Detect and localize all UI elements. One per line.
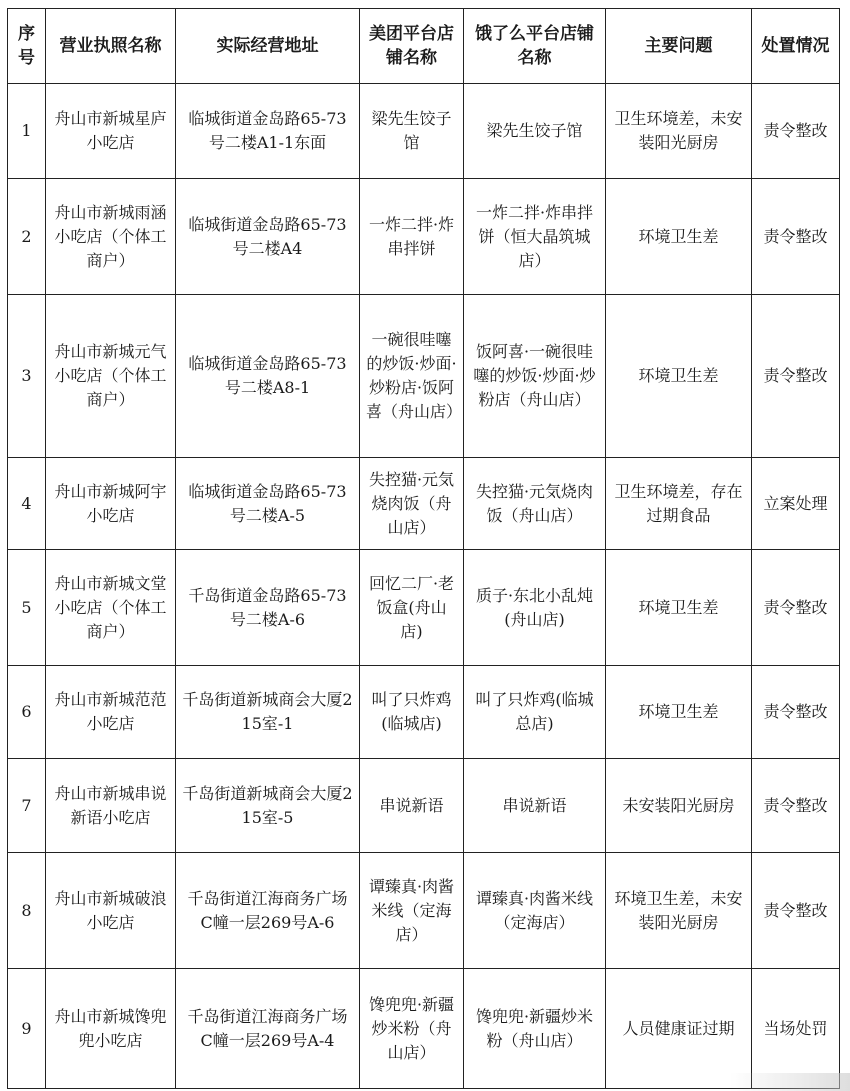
header-row	[8, 9, 840, 84]
cell-meituan-name: 一炸二拌·炸串拌饼	[360, 179, 464, 295]
cell-license-name: 舟山市新城阿宇小吃店	[46, 458, 176, 550]
cell-address: 千岛街道江海商务广场C幢一层269号A-4	[176, 969, 360, 1089]
cell-action: 责令整改	[752, 550, 840, 666]
cell-eleme-name: 串说新语	[464, 759, 606, 853]
cell-eleme-name: 叫了只炸鸡(临城总店)	[464, 666, 606, 759]
cell-no: 1	[8, 84, 46, 179]
cell-meituan-name: 谭臻真·肉酱米线（定海店）	[360, 853, 464, 969]
table-row	[8, 550, 840, 666]
cell-license-name: 舟山市新城雨涵小吃店（个体工商户）	[46, 179, 176, 295]
cell-no: 6	[8, 666, 46, 759]
header-action: 处置情况	[752, 9, 840, 84]
inspection-table	[7, 8, 840, 1089]
cell-meituan-name: 串说新语	[360, 759, 464, 853]
cell-license-name: 舟山市新城串说新语小吃店	[46, 759, 176, 853]
table-row	[8, 853, 840, 969]
cell-address: 临城街道金岛路65-73号二楼A1-1东面	[176, 84, 360, 179]
cell-license-name: 舟山市新城破浪小吃店	[46, 853, 176, 969]
cell-eleme-name: 梁先生饺子馆	[464, 84, 606, 179]
cell-address: 千岛街道江海商务广场C幢一层269号A-6	[176, 853, 360, 969]
cell-issue: 环境卫生差，未安装阳光厨房	[606, 853, 752, 969]
cell-issue: 卫生环境差，存在过期食品	[606, 458, 752, 550]
table-row	[8, 759, 840, 853]
cell-no: 7	[8, 759, 46, 853]
cell-no: 4	[8, 458, 46, 550]
header-address: 实际经营地址	[176, 9, 360, 84]
table-row	[8, 84, 840, 179]
cell-no: 3	[8, 295, 46, 458]
cell-action: 立案处理	[752, 458, 840, 550]
table-row	[8, 179, 840, 295]
cell-no: 9	[8, 969, 46, 1089]
header-eleme-name: 饿了么平台店铺名称	[464, 9, 606, 84]
cell-action: 当场处罚	[752, 969, 840, 1089]
table-row	[8, 295, 840, 458]
table-row	[8, 969, 840, 1089]
cell-address: 千岛街道金岛路65-73号二楼A-6	[176, 550, 360, 666]
cell-meituan-name: 馋兜兜·新疆炒米粉（舟山店）	[360, 969, 464, 1089]
cell-meituan-name: 梁先生饺子馆	[360, 84, 464, 179]
header-license-name: 营业执照名称	[46, 9, 176, 84]
cell-eleme-name: 失控猫·元気烧肉饭（舟山店）	[464, 458, 606, 550]
cell-action: 责令整改	[752, 179, 840, 295]
watermark	[730, 1073, 850, 1091]
header-meituan-name: 美团平台店铺名称	[360, 9, 464, 84]
cell-issue: 卫生环境差，未安装阳光厨房	[606, 84, 752, 179]
cell-license-name: 舟山市新城范范小吃店	[46, 666, 176, 759]
cell-meituan-name: 回忆二厂·老饭盒(舟山店)	[360, 550, 464, 666]
table-row	[8, 458, 840, 550]
cell-action: 责令整改	[752, 853, 840, 969]
cell-address: 千岛街道新城商会大厦215室-1	[176, 666, 360, 759]
cell-eleme-name: 谭臻真·肉酱米线（定海店）	[464, 853, 606, 969]
cell-issue: 环境卫生差	[606, 666, 752, 759]
cell-address: 千岛街道新城商会大厦215室-5	[176, 759, 360, 853]
cell-no: 8	[8, 853, 46, 969]
cell-address: 临城街道金岛路65-73号二楼A-5	[176, 458, 360, 550]
cell-action: 责令整改	[752, 759, 840, 853]
cell-issue: 环境卫生差	[606, 179, 752, 295]
cell-no: 5	[8, 550, 46, 666]
cell-issue: 人员健康证过期	[606, 969, 752, 1089]
cell-license-name: 舟山市新城星庐小吃店	[46, 84, 176, 179]
cell-eleme-name: 馋兜兜·新疆炒米粉（舟山店）	[464, 969, 606, 1089]
cell-license-name: 舟山市新城馋兜兜小吃店	[46, 969, 176, 1089]
cell-meituan-name: 一碗很哇噻的炒饭·炒面·炒粉店·饭阿喜（舟山店）	[360, 295, 464, 458]
cell-issue: 未安装阳光厨房	[606, 759, 752, 853]
cell-no: 2	[8, 179, 46, 295]
table-row	[8, 666, 840, 759]
cell-action: 责令整改	[752, 84, 840, 179]
cell-eleme-name: 一炸二拌·炸串拌饼（恒大晶筑城店）	[464, 179, 606, 295]
cell-license-name: 舟山市新城元气小吃店（个体工商户）	[46, 295, 176, 458]
cell-meituan-name: 叫了只炸鸡(临城店)	[360, 666, 464, 759]
cell-issue: 环境卫生差	[606, 550, 752, 666]
cell-action: 责令整改	[752, 295, 840, 458]
cell-meituan-name: 失控猫·元気烧肉饭（舟山店）	[360, 458, 464, 550]
cell-eleme-name: 质子·东北小乱炖(舟山店)	[464, 550, 606, 666]
cell-action: 责令整改	[752, 666, 840, 759]
header-issue: 主要问题	[606, 9, 752, 84]
cell-address: 临城街道金岛路65-73号二楼A8-1	[176, 295, 360, 458]
cell-eleme-name: 饭阿喜·一碗很哇噻的炒饭·炒面·炒粉店（舟山店）	[464, 295, 606, 458]
cell-issue: 环境卫生差	[606, 295, 752, 458]
cell-license-name: 舟山市新城文堂小吃店（个体工商户）	[46, 550, 176, 666]
header-no: 序号	[8, 9, 46, 84]
cell-address: 临城街道金岛路65-73号二楼A4	[176, 179, 360, 295]
